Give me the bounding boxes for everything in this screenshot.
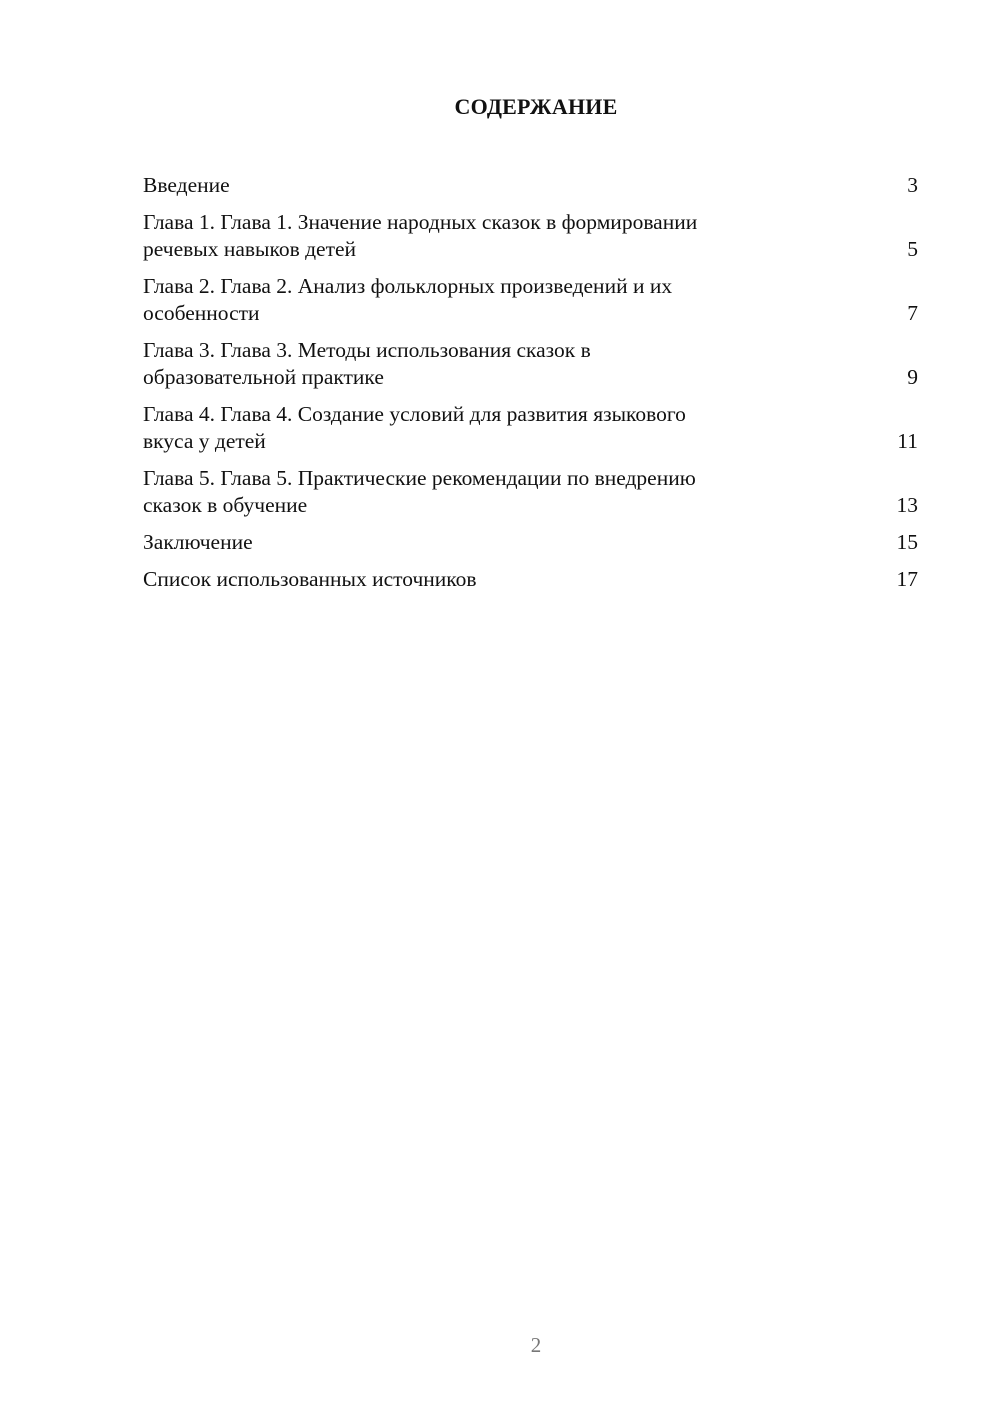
toc-entry-text: Глава 2. Глава 2. Анализ фольклорных произведений и их особенности: [143, 274, 673, 325]
page-title: СОДЕРЖАНИЕ: [454, 94, 618, 119]
toc-entry-page: 5: [907, 237, 918, 261]
toc-entry-conclusion: [143, 529, 918, 556]
table-of-contents: [143, 172, 918, 603]
toc-entry-page: 7: [907, 301, 918, 325]
toc-entry-chapter-4: [143, 401, 918, 455]
toc-entry-chapter-3: [143, 337, 918, 391]
toc-entry-text: Введение: [143, 173, 230, 197]
toc-entry-page: 9: [907, 365, 918, 389]
toc-entry-references: [143, 566, 918, 593]
toc-entry-text: Глава 4. Глава 4. Создание условий для развития языкового вкуса у детей: [143, 402, 686, 453]
toc-entry-text: Глава 1. Глава 1. Значение народных сказок в формировании речевых навыков детей: [143, 210, 698, 261]
toc-entry-page: 15: [896, 530, 918, 554]
page-number: 2: [530, 1333, 542, 1357]
toc-entry-chapter-1: [143, 209, 918, 263]
toc-entry-text: Список использованных источников: [143, 567, 477, 591]
toc-entry-chapter-2: [143, 273, 918, 327]
toc-entry-text: Заключение: [143, 530, 253, 554]
toc-entry-text: Глава 3. Глава 3. Методы использования сказок в образовательной практике: [143, 338, 591, 389]
toc-entry-chapter-5: [143, 465, 918, 519]
toc-entry-page: 3: [907, 173, 918, 197]
toc-entry-page: 17: [896, 567, 918, 591]
toc-entry-text: Глава 5. Глава 5. Практические рекомендации по внедрению сказок в обучение: [143, 466, 696, 517]
toc-entry-page: 13: [896, 493, 918, 517]
toc-entry-introduction: [143, 172, 918, 199]
toc-entry-page: 11: [897, 429, 918, 453]
